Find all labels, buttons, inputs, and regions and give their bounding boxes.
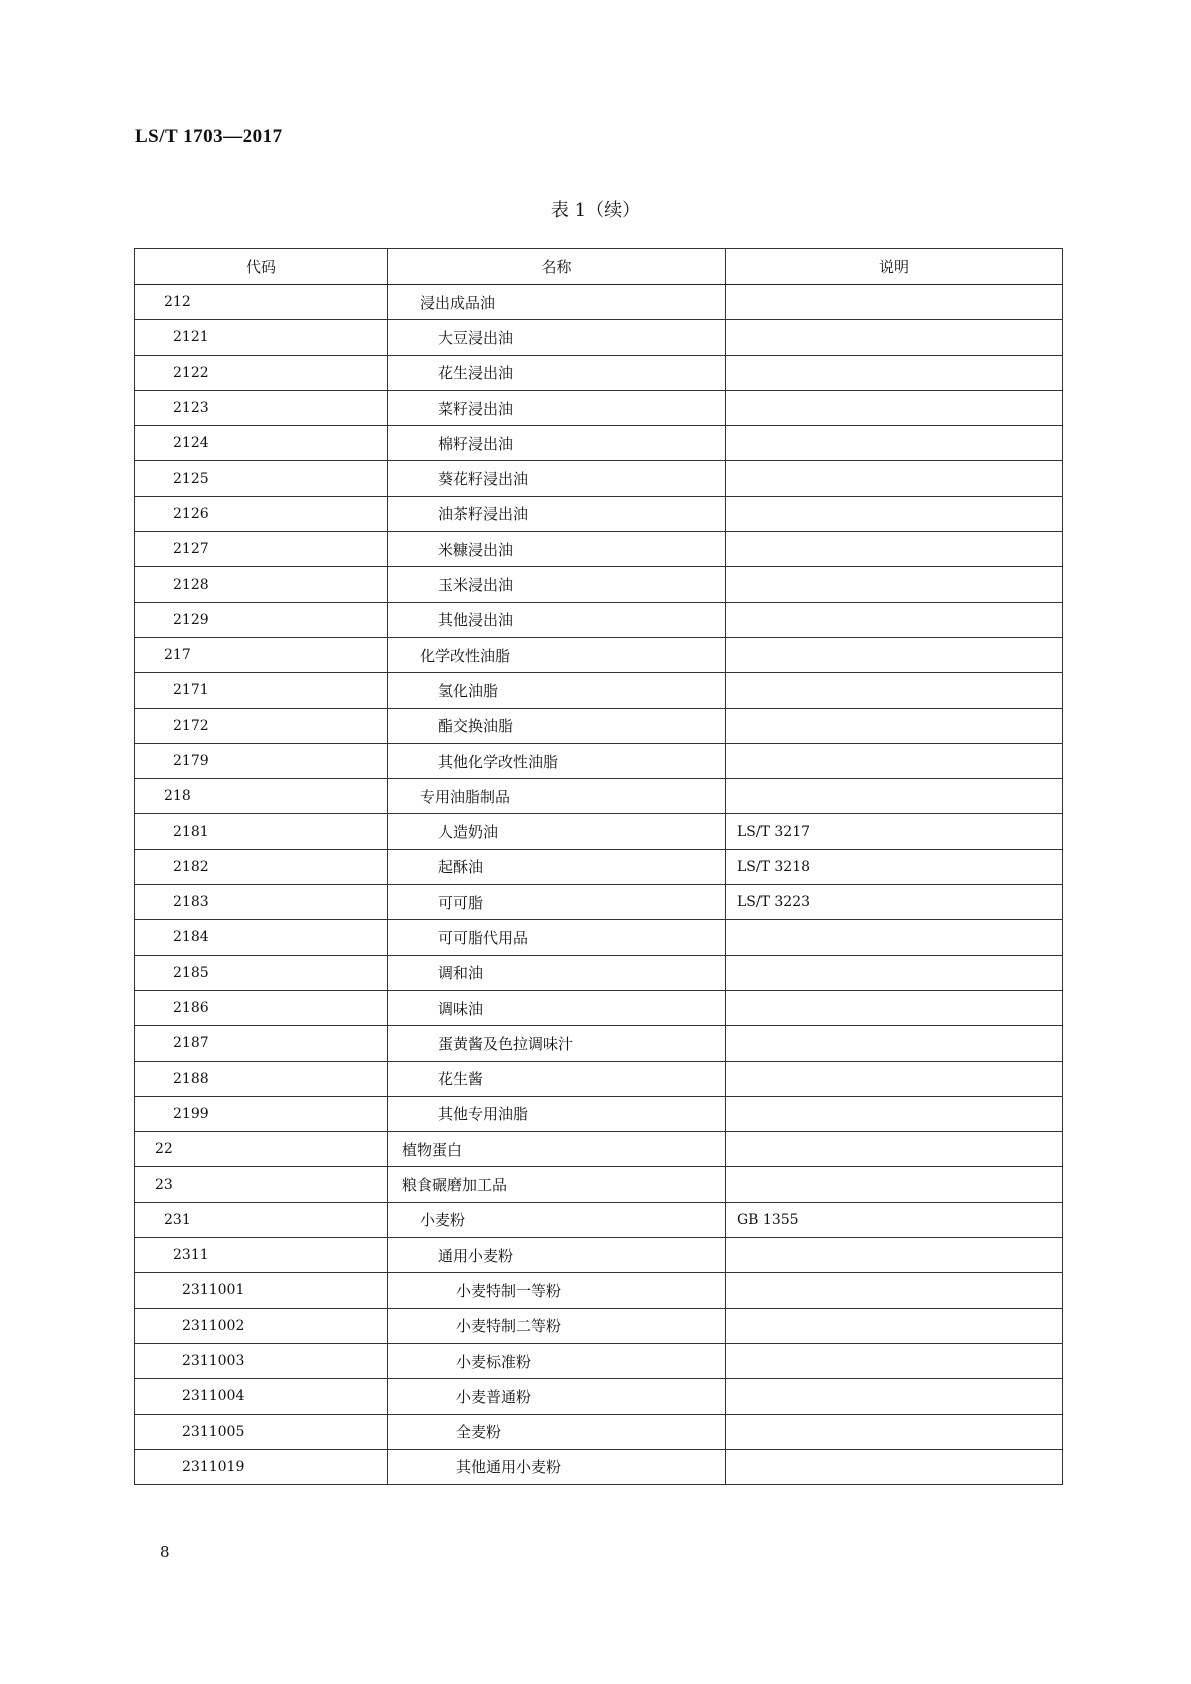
- standard-number: LS/T 1703—2017: [135, 126, 283, 147]
- table-row: [135, 390, 1063, 425]
- cell-description: [726, 390, 1063, 425]
- table-row: [135, 1096, 1063, 1131]
- cell-description: [726, 602, 1063, 637]
- cell-name: 其他通用小麦粉: [388, 1449, 726, 1484]
- cell-description: [726, 1449, 1063, 1484]
- cell-code: 2186: [135, 990, 388, 1025]
- cell-name: 米糠浸出油: [388, 532, 726, 567]
- cell-description: [726, 320, 1063, 355]
- cell-description: [726, 532, 1063, 567]
- cell-name: 起酥油: [388, 849, 726, 884]
- cell-code: 2185: [135, 955, 388, 990]
- cell-description: [726, 496, 1063, 531]
- table-row: [135, 1379, 1063, 1414]
- cell-name: 蛋黄酱及色拉调味汁: [388, 1026, 726, 1061]
- cell-code: 2311001: [135, 1273, 388, 1308]
- cell-code: 2128: [135, 567, 388, 602]
- cell-description: [726, 426, 1063, 461]
- table-row: [135, 1167, 1063, 1202]
- table-row: [135, 1238, 1063, 1273]
- cell-description: [726, 637, 1063, 672]
- cell-name: 可可脂: [388, 885, 726, 920]
- cell-description: [726, 1414, 1063, 1449]
- cell-code: 2181: [135, 814, 388, 849]
- table-row: [135, 1202, 1063, 1237]
- cell-description: [726, 1096, 1063, 1131]
- cell-description: [726, 955, 1063, 990]
- cell-name: 其他浸出油: [388, 602, 726, 637]
- table-row: [135, 320, 1063, 355]
- table-row: [135, 285, 1063, 320]
- table-row: [135, 779, 1063, 814]
- cell-code: 2188: [135, 1061, 388, 1096]
- cell-code: 217: [135, 637, 388, 672]
- cell-name: 植物蛋白: [388, 1132, 726, 1167]
- cell-description: [726, 920, 1063, 955]
- table-row: [135, 496, 1063, 531]
- cell-name: 小麦普通粉: [388, 1379, 726, 1414]
- column-header-code: 代码: [135, 249, 388, 285]
- cell-description: [726, 1026, 1063, 1061]
- cell-name: 玉米浸出油: [388, 567, 726, 602]
- table-row: [135, 743, 1063, 778]
- table-row: [135, 708, 1063, 743]
- cell-code: 2127: [135, 532, 388, 567]
- cell-description: [726, 990, 1063, 1025]
- table-row: [135, 1414, 1063, 1449]
- table-row: [135, 1343, 1063, 1378]
- cell-code: 2199: [135, 1096, 388, 1131]
- cell-name: 花生浸出油: [388, 355, 726, 390]
- cell-code: 2182: [135, 849, 388, 884]
- cell-name: 专用油脂制品: [388, 779, 726, 814]
- cell-code: 23: [135, 1167, 388, 1202]
- cell-code: 2187: [135, 1026, 388, 1061]
- table-row: [135, 1026, 1063, 1061]
- cell-description: [726, 1308, 1063, 1343]
- cell-code: 231: [135, 1202, 388, 1237]
- cell-name: 其他化学改性油脂: [388, 743, 726, 778]
- table-row: [135, 1061, 1063, 1096]
- cell-name: 调味油: [388, 990, 726, 1025]
- cell-code: 2122: [135, 355, 388, 390]
- classification-table: [134, 248, 1063, 1485]
- cell-description: LS/T 3223: [726, 885, 1063, 920]
- cell-code: 212: [135, 285, 388, 320]
- table-row: [135, 637, 1063, 672]
- cell-code: 2183: [135, 885, 388, 920]
- table-row: [135, 955, 1063, 990]
- cell-name: 小麦特制二等粉: [388, 1308, 726, 1343]
- page-number: 8: [160, 1543, 170, 1561]
- cell-description: [726, 285, 1063, 320]
- cell-description: [726, 355, 1063, 390]
- cell-code: 2123: [135, 390, 388, 425]
- cell-name: 大豆浸出油: [388, 320, 726, 355]
- cell-description: [726, 673, 1063, 708]
- cell-name: 葵花籽浸出油: [388, 461, 726, 496]
- cell-code: 2179: [135, 743, 388, 778]
- cell-name: 小麦标准粉: [388, 1343, 726, 1378]
- cell-description: [726, 1273, 1063, 1308]
- table-row: [135, 990, 1063, 1025]
- cell-name: 棉籽浸出油: [388, 426, 726, 461]
- table-row: [135, 567, 1063, 602]
- cell-name: 酯交换油脂: [388, 708, 726, 743]
- cell-description: [726, 1343, 1063, 1378]
- cell-name: 氢化油脂: [388, 673, 726, 708]
- cell-description: [726, 1167, 1063, 1202]
- column-header-description: 说明: [726, 249, 1063, 285]
- cell-name: 菜籽浸出油: [388, 390, 726, 425]
- cell-code: 2311: [135, 1238, 388, 1273]
- table-row: [135, 673, 1063, 708]
- cell-code: 2126: [135, 496, 388, 531]
- table-row: [135, 461, 1063, 496]
- cell-code: 2172: [135, 708, 388, 743]
- table-row: [135, 1449, 1063, 1484]
- cell-description: [726, 461, 1063, 496]
- cell-code: 2311003: [135, 1343, 388, 1378]
- cell-code: 2311004: [135, 1379, 388, 1414]
- cell-code: 2311005: [135, 1414, 388, 1449]
- table-row: [135, 1132, 1063, 1167]
- table-header-row: [135, 249, 1063, 285]
- cell-code: 2125: [135, 461, 388, 496]
- cell-name: 全麦粉: [388, 1414, 726, 1449]
- cell-name: 化学改性油脂: [388, 637, 726, 672]
- cell-name: 浸出成品油: [388, 285, 726, 320]
- cell-description: [726, 1238, 1063, 1273]
- table-row: [135, 920, 1063, 955]
- cell-description: LS/T 3217: [726, 814, 1063, 849]
- table-row: [135, 814, 1063, 849]
- table-body: [135, 285, 1063, 1485]
- cell-code: 2121: [135, 320, 388, 355]
- cell-name: 小麦特制一等粉: [388, 1273, 726, 1308]
- cell-name: 可可脂代用品: [388, 920, 726, 955]
- cell-name: 调和油: [388, 955, 726, 990]
- table-title: 表 1（续）: [550, 200, 641, 221]
- cell-description: [726, 1061, 1063, 1096]
- cell-name: 粮食碾磨加工品: [388, 1167, 726, 1202]
- table-row: [135, 355, 1063, 390]
- cell-code: 2184: [135, 920, 388, 955]
- cell-description: [726, 567, 1063, 602]
- cell-name: 油茶籽浸出油: [388, 496, 726, 531]
- cell-code: 2129: [135, 602, 388, 637]
- cell-code: 2171: [135, 673, 388, 708]
- cell-name: 小麦粉: [388, 1202, 726, 1237]
- table-row: [135, 1308, 1063, 1343]
- cell-code: 218: [135, 779, 388, 814]
- cell-description: [726, 779, 1063, 814]
- column-header-name: 名称: [388, 249, 726, 285]
- cell-description: [726, 743, 1063, 778]
- table-row: [135, 426, 1063, 461]
- cell-description: GB 1355: [726, 1202, 1063, 1237]
- table-row: [135, 885, 1063, 920]
- cell-description: [726, 708, 1063, 743]
- table-row: [135, 849, 1063, 884]
- cell-code: 22: [135, 1132, 388, 1167]
- cell-name: 通用小麦粉: [388, 1238, 726, 1273]
- table-row: [135, 602, 1063, 637]
- cell-name: 其他专用油脂: [388, 1096, 726, 1131]
- cell-description: [726, 1379, 1063, 1414]
- cell-description: LS/T 3218: [726, 849, 1063, 884]
- cell-name: 花生酱: [388, 1061, 726, 1096]
- cell-description: [726, 1132, 1063, 1167]
- cell-code: 2311019: [135, 1449, 388, 1484]
- table-row: [135, 1273, 1063, 1308]
- cell-code: 2311002: [135, 1308, 388, 1343]
- cell-code: 2124: [135, 426, 388, 461]
- table-row: [135, 532, 1063, 567]
- cell-name: 人造奶油: [388, 814, 726, 849]
